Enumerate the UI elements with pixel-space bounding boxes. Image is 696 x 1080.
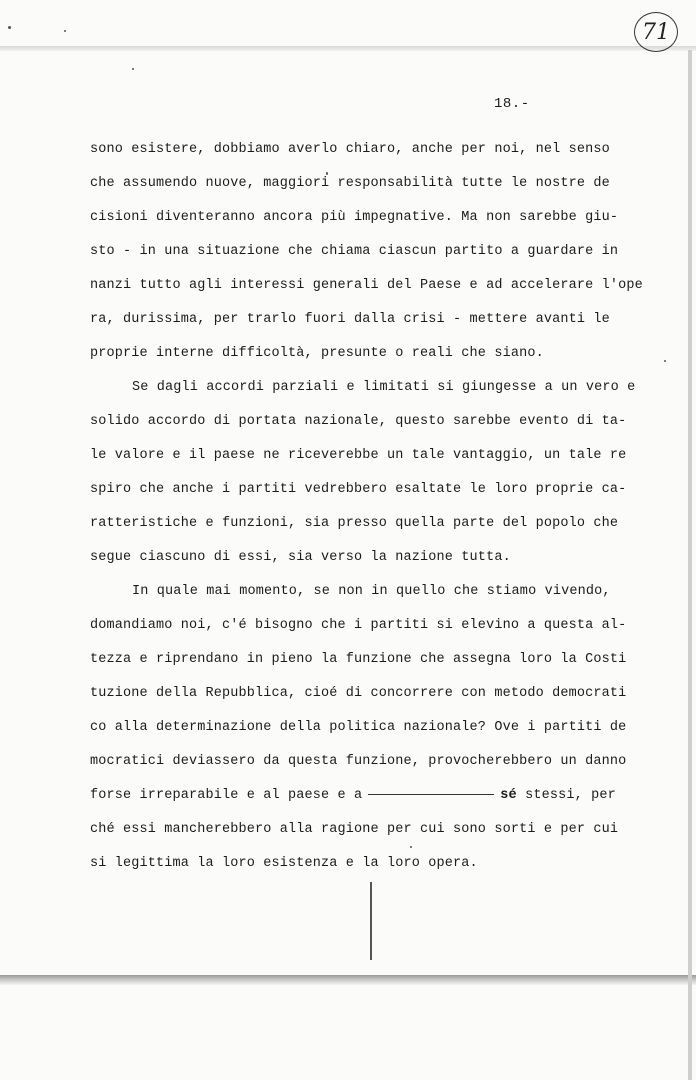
text-line: co alla determinazione della politica nazionale? Ove i partiti de xyxy=(90,720,627,735)
text-line: cisioni diventeranno ancora più impegnative. Ma non sarebbe giu- xyxy=(90,210,619,225)
text-line: ra, durissima, per trarlo fuori dalla crisi - mettere avanti le xyxy=(90,312,610,327)
text-line-with-strikeout xyxy=(90,785,650,819)
scan-speck xyxy=(410,846,412,848)
body-text xyxy=(90,139,650,887)
text-line: sono esistere, dobbiamo averlo chiaro, anche per noi, nel senso xyxy=(90,142,610,157)
stamp-label: 71 xyxy=(642,19,670,45)
text-line: solido accordo di portata nazionale, questo sarebbe evento di ta- xyxy=(90,414,627,429)
text-line: nanzi tutto agli interessi generali del Paese e ad accelerare l'ope xyxy=(90,278,643,293)
text-line: tuzione della Repubblica, cioé di concorrere con metodo democrati xyxy=(90,686,627,701)
scan-speck xyxy=(664,360,666,362)
text-line: sto - in una situazione che chiama ciascun partito a guardare in xyxy=(90,244,619,259)
scan-speck xyxy=(8,26,11,29)
scan-speck xyxy=(326,172,328,175)
text-line: spiro che anche i partiti vedrebbero esaltate le loro proprie ca- xyxy=(90,482,627,497)
scan-right-edge xyxy=(688,50,692,1080)
struck-out-blank xyxy=(368,794,494,795)
scan-speck xyxy=(64,30,66,32)
handwritten-insertion: sé xyxy=(500,788,517,803)
text-line: tezza e riprendano in pieno la funzione che assegna loro la Costi xyxy=(90,652,627,667)
archive-page-stamp xyxy=(634,12,678,52)
text-line: mocratici deviassero da questa funzione, provocherebbero un danno xyxy=(90,754,627,769)
text-line: segue ciascuno di essi, sia verso la nazione tutta. xyxy=(90,550,511,565)
text-line: Se dagli accordi parziali e limitati si giungesse a un vero e xyxy=(132,380,636,395)
text-fragment: forse irreparabile e al paese e a xyxy=(90,788,363,803)
text-line: che assumendo nuove, maggiori responsabilità tutte le nostre de xyxy=(90,176,610,191)
scan-top-edge xyxy=(0,46,696,51)
text-line: le valore e il paese ne riceverebbe un tale vantaggio, un tale re xyxy=(90,448,627,463)
text-fragment: stessi, per xyxy=(525,788,616,803)
pen-stroke-mark xyxy=(370,882,372,960)
scan-speck xyxy=(132,68,134,70)
text-line: proprie interne difficoltà, presunte o reali che siano. xyxy=(90,346,544,361)
text-line: si legittima la loro esistenza e la loro opera. xyxy=(90,856,478,871)
text-line: ratteristiche e funzioni, sia presso quella parte del popolo che xyxy=(90,516,619,531)
text-line: In quale mai momento, se non in quello che stiamo vivendo, xyxy=(132,584,611,599)
page-number: 18.- xyxy=(494,96,530,112)
scan-bottom-edge xyxy=(0,975,696,985)
text-line: domandiamo noi, c'é bisogno che i partiti si elevino a questa al- xyxy=(90,618,627,633)
text-line: ché essi mancherebbero alla ragione per cui sono sorti e per cui xyxy=(90,822,619,837)
